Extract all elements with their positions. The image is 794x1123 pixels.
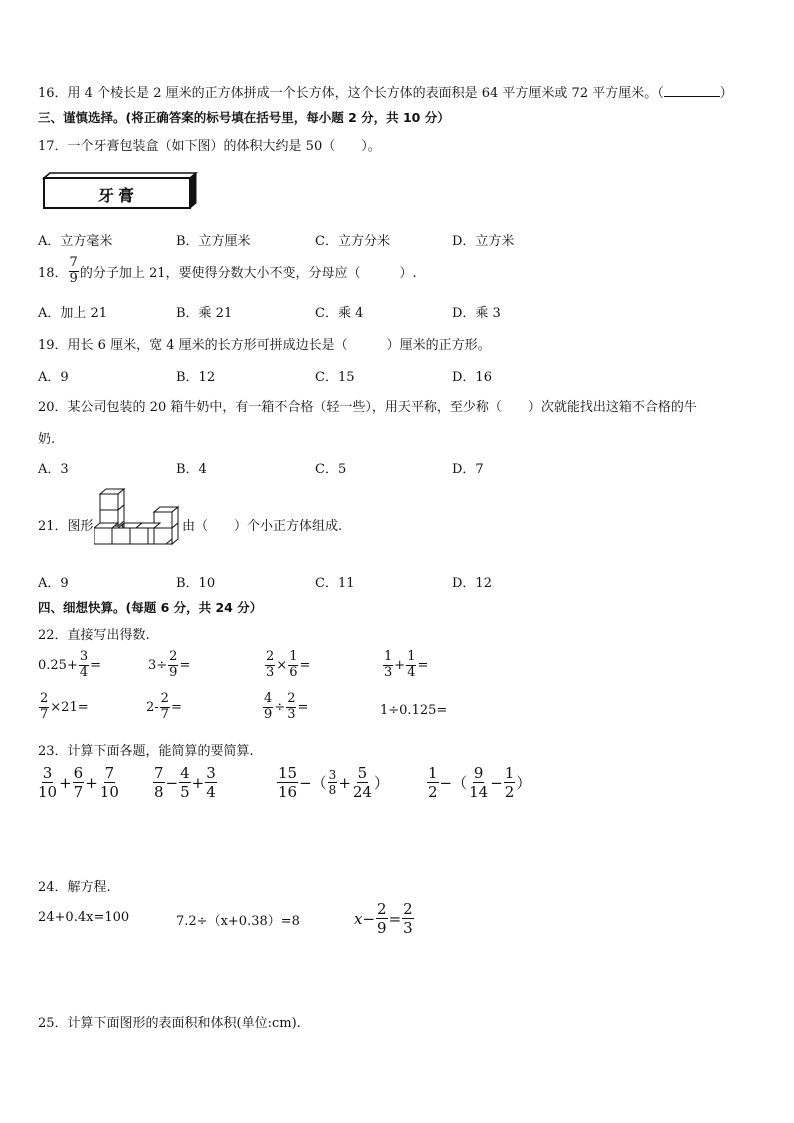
option-d[interactable]: D．7 xyxy=(452,462,484,477)
calc-d: $\frac{1}{2}$ −（ $\frac{9}{14}$ − $\frac{1}{2}$ ） xyxy=(428,764,532,801)
question-21-suffix: 由（ ）个小正方体组成. xyxy=(182,519,343,534)
question-16: 16．用 4 个棱长是 2 厘米的正方体拼成一个长方体，这个长方体的表面积是 64 平方厘米或 72 平方厘米。（ ） xyxy=(38,86,733,101)
expr-3: $\frac{2}{3}$ × $\frac{1}{6}$ = xyxy=(266,649,311,680)
option-b[interactable]: B．4 xyxy=(176,462,207,477)
option-c[interactable]: C．乘 4 xyxy=(315,306,364,321)
expr-2: 3÷ $\frac{2}{9}$ = xyxy=(148,649,191,680)
question-number: 16． xyxy=(38,86,68,101)
question-19: 19．用长 6 厘米，宽 4 厘米的长方形可拼成边长是（ ）厘米的正方形。 xyxy=(38,338,491,353)
option-c[interactable]: C．15 xyxy=(315,370,355,385)
section-heading: 四、细想快算。(每题 6 分，共 24 分） xyxy=(38,600,263,615)
question-20-line1: 20．某公司包装的 20 箱牛奶中，有一箱不合格（轻一些），用天平称，至少称（ ）次就能找出这箱不合格的牛 xyxy=(38,400,697,415)
question-24-title: 24．解方程. xyxy=(38,880,111,895)
question-text: 用 4 个棱长是 2 厘米的正方体拼成一个长方体，这个长方体的表面积是 64 平方厘米或 72 平方厘米。（ xyxy=(67,86,664,101)
answer-blank[interactable] xyxy=(664,84,720,97)
option-a[interactable]: A．9 xyxy=(38,370,69,385)
option-d[interactable]: D．乘 3 xyxy=(452,306,501,321)
equation-3: x− $\frac{2}{9}$ = $\frac{2}{3}$ xyxy=(354,900,413,937)
option-c[interactable]: C．11 xyxy=(315,576,355,591)
option-c[interactable]: C．立方分米 xyxy=(315,234,390,249)
equation-1: 24+0.4x=100 xyxy=(38,910,130,925)
question-17: 17．一个牙膏包装盒（如下图）的体积大约是 50（ ）。 xyxy=(38,139,381,154)
expr-5: $\frac{2}{7}$ ×21= xyxy=(40,691,89,722)
option-a[interactable]: A．加上 21 xyxy=(38,306,108,321)
equation-2: 7.2÷（x+0.38）=8 xyxy=(176,914,300,929)
cube-stack-figure xyxy=(94,488,180,558)
expr-7: $\frac{4}{9}$ ÷ $\frac{2}{3}$ = xyxy=(264,691,309,722)
option-b[interactable]: B．乘 21 xyxy=(176,306,233,321)
option-d[interactable]: D．12 xyxy=(452,576,492,591)
expr-6: 2- $\frac{2}{7}$ = xyxy=(146,691,182,722)
option-d[interactable]: D．16 xyxy=(452,370,492,385)
section-heading: 三、谨慎选择。(将正确答案的标号填在括号里，每小题 2 分，共 10 分） xyxy=(38,110,450,125)
option-b[interactable]: B．10 xyxy=(176,576,216,591)
calc-a: $\frac{3}{10}$ + $\frac{6}{7}$ + $\frac{7}{10}$ xyxy=(38,764,119,801)
question-25: 25．计算下面图形的表面积和体积(单位:cm). xyxy=(38,1016,301,1031)
option-c[interactable]: C．5 xyxy=(315,462,347,477)
option-b[interactable]: B．立方厘米 xyxy=(176,234,251,249)
option-a[interactable]: A．3 xyxy=(38,462,69,477)
question-20-line2: 奶. xyxy=(38,432,56,447)
option-b[interactable]: B．12 xyxy=(176,370,216,385)
option-a[interactable]: A．9 xyxy=(38,576,69,591)
option-a[interactable]: A．立方毫米 xyxy=(38,234,113,249)
question-18: 18． $\frac{7}{9}$ 的分子加上 21，要使得分数大小不变，分母应（ ）. xyxy=(38,255,417,286)
expr-1: 0.25+ $\frac{3}{4}$ = xyxy=(38,649,102,680)
question-23-title: 23．计算下面各题，能简算的要简算. xyxy=(38,744,254,759)
toothpaste-box-label: 牙膏 xyxy=(98,186,139,205)
question-22-title: 22．直接写出得数. xyxy=(38,628,150,643)
expr-8: 1÷0.125= xyxy=(380,703,448,718)
calc-b: $\frac{7}{8}$ − $\frac{4}{5}$ + $\frac{3}{4}$ xyxy=(154,764,216,801)
expr-4: $\frac{1}{3}$ + $\frac{1}{4}$ = xyxy=(384,649,429,680)
calc-c: $\frac{15}{16}$ −（ $\frac{3}{8}$ + $\frac{5}{24}$ ） xyxy=(278,764,389,801)
fraction: $\frac{7}{9}$ xyxy=(69,255,78,286)
question-21-prefix: 21．图形 xyxy=(38,519,94,534)
option-d[interactable]: D．立方米 xyxy=(452,234,515,249)
